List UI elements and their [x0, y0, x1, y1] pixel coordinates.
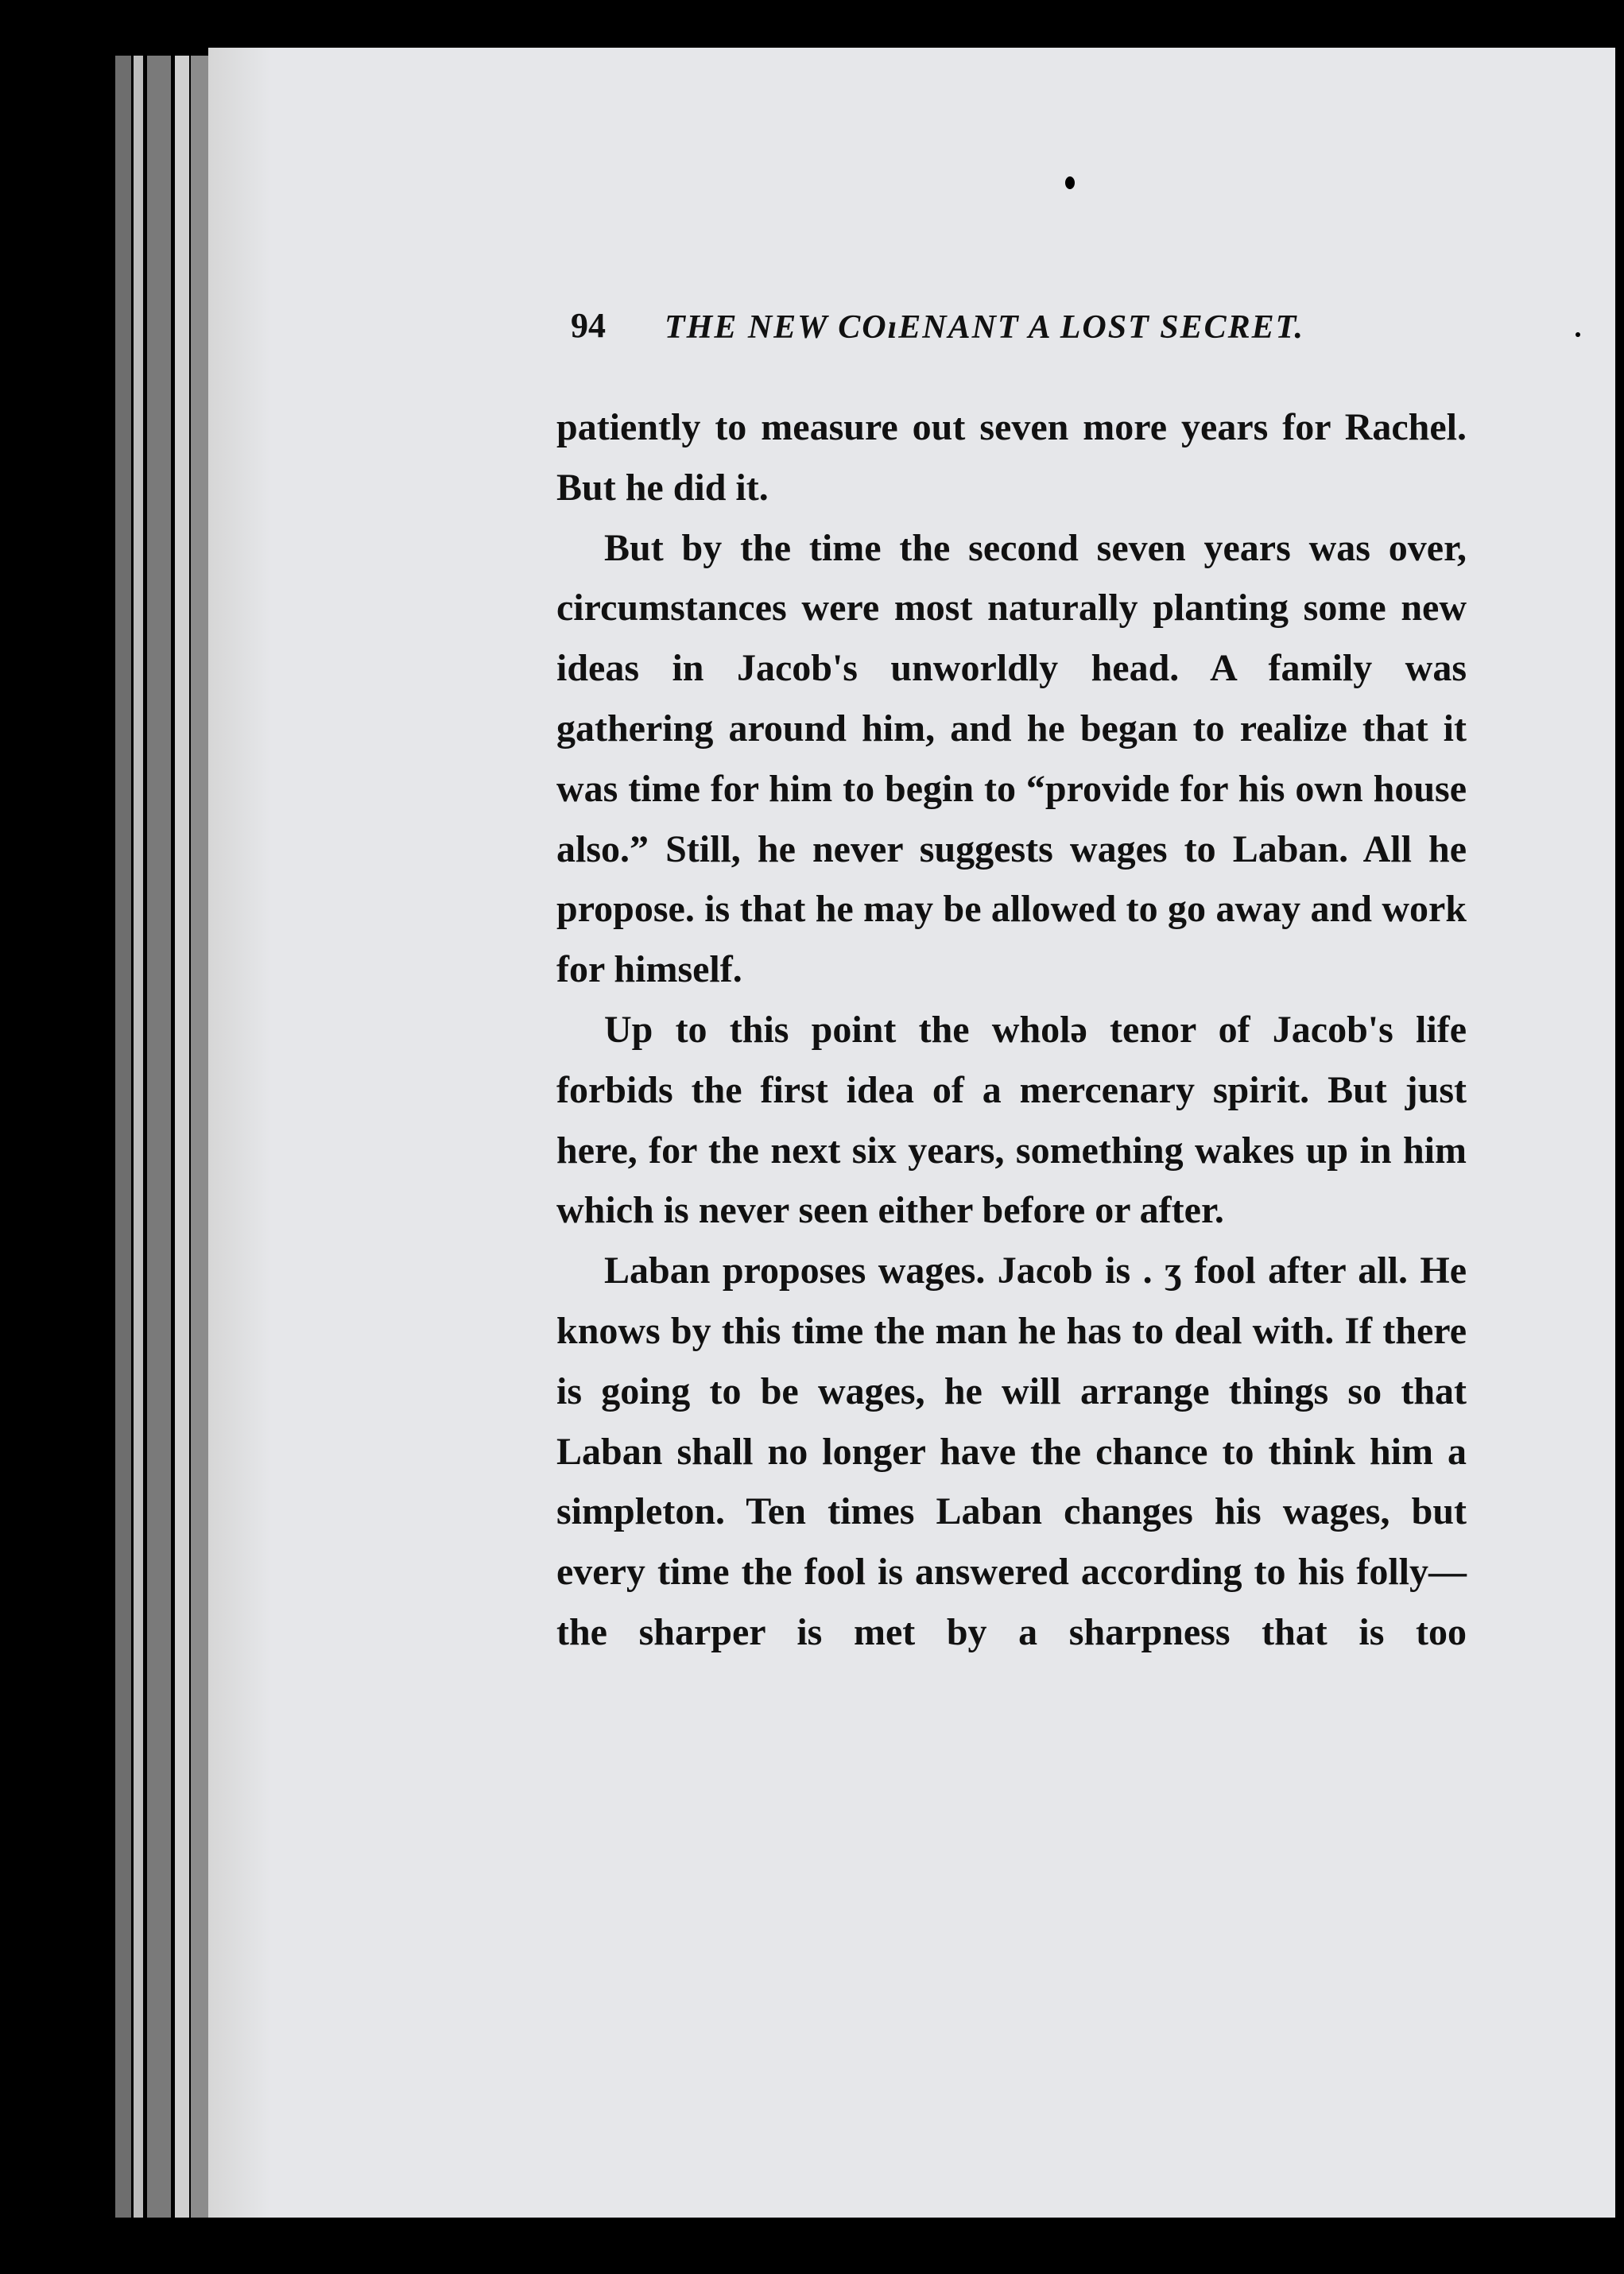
paragraph: Laban proposes wages. Jacob is . ʒ fool after all. He knows by this time the man he has to deal with. If there is going to be wages, he will arrange things so that Laban shall no longer have the chance to think him a simpleton. Ten times Laban changes his wages, but every time the fool is answered according to his folly— the sharper is met by a sharpness that is too — [556, 1249, 1467, 1653]
page-number: 94 — [571, 306, 606, 345]
book-edge-strip — [134, 56, 143, 2218]
ink-speck — [680, 0, 719, 11]
page-header — [571, 305, 1441, 369]
page-gutter-shadow — [208, 48, 272, 2218]
book-edge-strip — [147, 56, 171, 2218]
ink-speck — [1616, 1931, 1624, 1943]
ink-speck — [1576, 332, 1580, 337]
paragraph: patiently to measure out seven more years for Rachel. But he did it. — [556, 406, 1467, 509]
paragraph: Up to this point the wholə tenor of Jacob's life forbids the first idea of a mercenary spirit. But just here, for the next six years, something wakes up in him which is never seen either before or after. — [556, 1008, 1467, 1232]
running-head: THE NEW COıENANT A LOST SECRET. — [665, 309, 1304, 346]
paragraph: But by the time the second seven years was over, circumstances were most naturally planting some new ideas in Jacob's unworldly head. A family was gathering around him, and he began to realize that it was time for him to begin to “provide for his own house also.” Still, he never suggests wages to Laban. All he propose. is that he may be allowed to go away and work for himself. — [556, 526, 1467, 991]
book-edge-strip — [175, 56, 189, 2218]
book-edge-strip — [115, 56, 131, 2218]
body-text — [556, 397, 1467, 1663]
ink-speck — [1065, 176, 1075, 189]
book-edge-strip — [191, 56, 208, 2218]
